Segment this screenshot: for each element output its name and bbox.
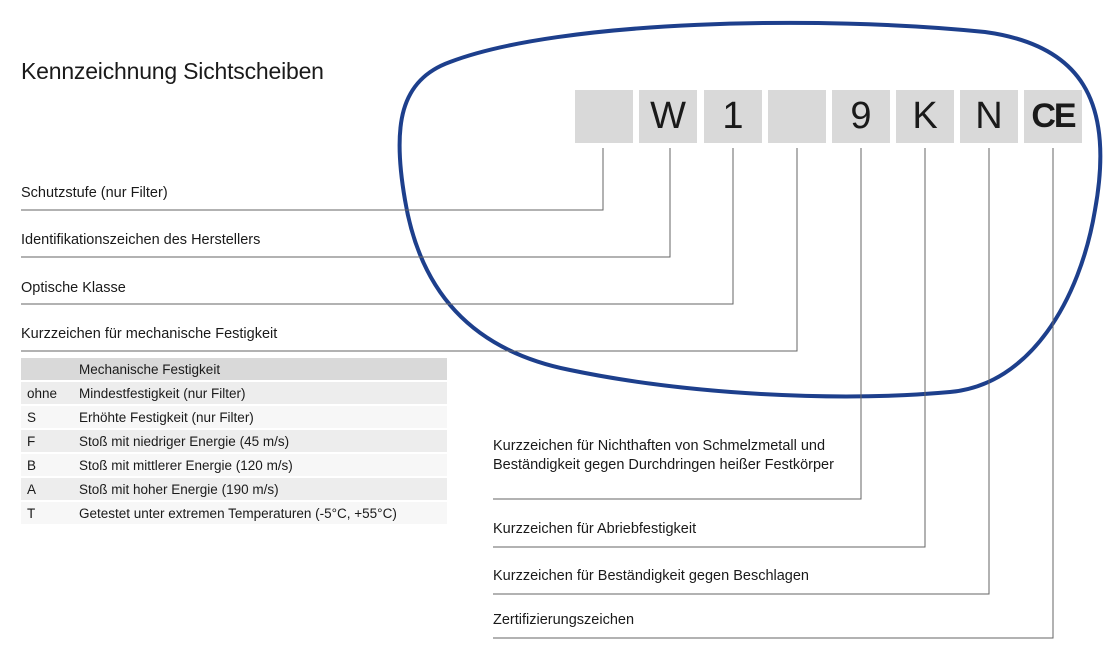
- page-title: Kennzeichnung Sichtscheiben: [21, 58, 324, 84]
- table-row: [21, 453, 447, 477]
- label-beschlagen: Kurzzeichen für Beständigkeit gegen Beschlagen: [493, 568, 809, 584]
- table-row: [21, 405, 447, 429]
- table-cell-code: ohne: [21, 381, 73, 405]
- label-mechanische: Kurzzeichen für mechanische Festigkeit: [21, 326, 278, 342]
- table-row: [21, 501, 447, 524]
- line-optische-klasse: [21, 148, 733, 304]
- table-cell-description: Mindestfestigkeit (nur Filter): [73, 381, 447, 405]
- table-cell-code: A: [21, 477, 73, 501]
- table-cell-description: Erhöhte Festigkeit (nur Filter): [73, 405, 447, 429]
- label-zertifizierung: Zertifizierungszeichen: [493, 612, 635, 628]
- table-cell-code: T: [21, 501, 73, 524]
- table-header-title: Mechanische Festigkeit: [73, 358, 447, 381]
- label-schutzstufe: Schutzstufe (nur Filter): [21, 185, 168, 201]
- mechanical-strength-table: [21, 358, 447, 524]
- marking-box-mechanische: [768, 90, 826, 143]
- label-optische-klasse: Optische Klasse: [21, 280, 126, 296]
- table-header-row: [21, 358, 447, 381]
- label-schmelzmetall: Kurzzeichen für Nichthaften von Schmelzmetall und Beständigkeit gegen Durchdringen heißer Festkörper: [493, 438, 834, 473]
- table-row: [21, 429, 447, 453]
- marking-box-beschlagen: N: [960, 90, 1018, 143]
- marking-box-schutzstufe: [575, 90, 633, 143]
- line-mechanische: [21, 148, 797, 351]
- table-cell-description: Stoß mit hoher Energie (190 m/s): [73, 477, 447, 501]
- table-cell-code: B: [21, 453, 73, 477]
- table-cell-description: Stoß mit niedriger Energie (45 m/s): [73, 429, 447, 453]
- table-row: [21, 477, 447, 501]
- table-cell-description: Getestet unter extremen Temperaturen (-5°C, +55°C): [73, 501, 447, 524]
- table-header-code: [21, 358, 73, 381]
- table-cell-code: S: [21, 405, 73, 429]
- label-hersteller: Identifikationszeichen des Herstellers: [21, 232, 261, 248]
- marking-box-schmelzmetall: 9: [832, 90, 890, 143]
- label-abrieb: Kurzzeichen für Abriebfestigkeit: [493, 521, 697, 537]
- table-row: [21, 381, 447, 405]
- table-cell-code: F: [21, 429, 73, 453]
- marking-box-hersteller: W: [639, 90, 697, 143]
- table-cell-description: Stoß mit mittlerer Energie (120 m/s): [73, 453, 447, 477]
- marking-box-optische-klasse: 1: [704, 90, 762, 143]
- marking-box-abrieb: K: [896, 90, 954, 143]
- ce-mark-box: CE: [1024, 90, 1082, 143]
- line-abrieb: [493, 148, 925, 547]
